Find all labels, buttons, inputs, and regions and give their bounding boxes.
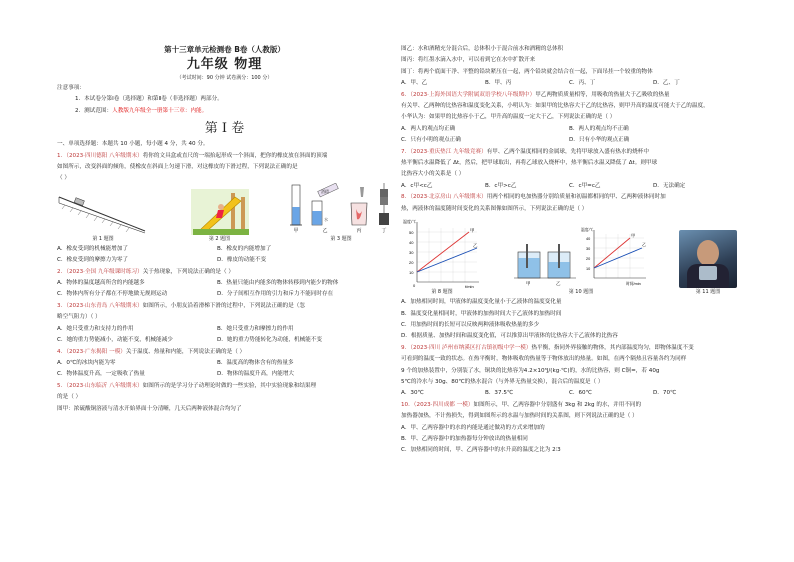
graph10-xlabel: 时间/min — [626, 282, 641, 287]
container-yi: 乙 — [556, 281, 561, 287]
q5-options — [401, 78, 737, 89]
graph8-y10: 10 — [409, 270, 414, 276]
water-temp-graph — [580, 226, 648, 288]
q1-option-c: C．橡皮受到的摩擦力为零了 — [57, 257, 129, 264]
q10-option-a: A．甲、乙两容器中的水的内能是通过做功的方式来增加的 — [401, 424, 545, 431]
figure-8-caption: 第 8 题图 — [431, 289, 453, 296]
graph8-y50: 50 — [409, 230, 414, 236]
q5-option-b: B．甲、丙 — [485, 80, 512, 87]
q3-options-row1 — [57, 324, 392, 335]
figure-3 — [290, 183, 392, 243]
figure-10-caption: 第 10 题图 — [568, 289, 594, 296]
figure-3-ding — [376, 183, 392, 235]
graph10-ylabel: 温度/℃ — [581, 228, 594, 233]
graph8-origin: 0 — [413, 283, 416, 289]
q8-option-d: D．根据质量、加热时间和温度变化值，可以推算出甲液体的比热容大于乙液体的比热容 — [401, 333, 618, 340]
q4-options-row2 — [57, 369, 392, 380]
q8-line1 — [401, 192, 737, 203]
q1-text: 将你的文具盒或直尺的一端抬起形成一个斜面，把你的橡皮放在斜面的顶端 — [142, 152, 328, 159]
yi-label: 乙 — [322, 227, 328, 234]
incline-diagram — [57, 193, 149, 235]
q9-option-c: C．60℃ — [569, 390, 592, 397]
q5-option-c: C．丙、丁 — [569, 80, 596, 87]
graph8-y30: 30 — [409, 250, 414, 256]
q7-option-c: C．c甲=c乙 — [569, 182, 601, 189]
q3-options-row2 — [57, 335, 392, 346]
q9-line3: 9 个的加热装置中，分别装了水，铜块的比热容为4.2×10³J/(kg·℃)的，水的比热容，则 C铜=，若 40g — [401, 367, 660, 374]
q6-options-row2 — [401, 135, 737, 146]
q3-source: 3．（2023·山东青岛 八年级期末） — [57, 302, 143, 309]
q6-line2: 有关甲、乙两种的比热容和温度变化关系，小明认为：如果甲的比热容大于乙的比热容，则甲升高的温度可能大于乙的温度， — [401, 103, 709, 110]
q9-option-d: D．70℃ — [653, 390, 677, 397]
q7-option-a: A．c甲<c乙 — [401, 182, 433, 189]
left-column — [57, 44, 392, 415]
figure-1-caption: 第 1 题图 — [92, 235, 114, 242]
q5-text: 如图所示的是学习分子动理论时做的一些实验，其中实验现象和结果理 — [142, 382, 317, 389]
section-heading: 一、单项选择题：本题共 10 小题，每小题 4 分，共 40 分。 — [57, 141, 209, 148]
q10-source: 10．（2023·四川成都 一模） — [401, 401, 474, 408]
q9-option-b: B．37.5℃ — [485, 390, 514, 397]
graph10-yi: 乙 — [642, 242, 647, 248]
figure-3-jia — [290, 183, 302, 235]
bing-label: 丙 — [356, 227, 362, 234]
figure-3-bing — [348, 183, 370, 235]
q9-options — [401, 388, 737, 399]
q2-options-row2 — [57, 289, 392, 300]
heating-containers — [514, 238, 576, 288]
figure-11-caption: 第 11 题图 — [695, 289, 721, 296]
figure-row-1 — [57, 187, 392, 243]
note-1: 1．本试卷分第Ⅰ卷（选择题）和第Ⅱ卷（非选择题）两部分。 — [75, 96, 223, 103]
figure-10-panels — [514, 226, 648, 288]
jia-label: 甲 — [293, 227, 299, 234]
q2-options-row1 — [57, 278, 392, 289]
q4-source: 4．（2023·广东揭阳 一模） — [57, 348, 126, 355]
beaker-jia-icon — [290, 183, 302, 227]
q10-line2: 加热器加热，不计热损失，得到如图所示的水温与加热时间的关系图，则下列说法正确的是（ ） — [401, 413, 638, 420]
q1-options-row2 — [57, 255, 392, 266]
q3-line1 — [57, 301, 392, 312]
q9-line4: 5℃的冷水与 30g、80℃的热水混合（与外界无热量交换），混合后的温度是（ ） — [401, 378, 604, 385]
graph8-y20: 20 — [409, 260, 414, 266]
pour-alcohol-icon — [308, 183, 342, 227]
volume-heading: 第 Ⅰ 卷 — [204, 121, 245, 137]
q10-line1 — [401, 400, 737, 411]
figure-3-yi — [308, 183, 342, 235]
q9-text: 热平衡，指同外界接触的物体，其内部温度均匀，即物体温度不变 — [531, 344, 694, 351]
q8-source: 8．（2023·北京房山 八年级期末） — [401, 194, 487, 201]
q10-option-c: C．加热相同的时间，甲、乙两容器中的水升高的温度之比为 2∶3 — [401, 447, 561, 454]
figure-row-2 — [401, 216, 737, 296]
q5-option-a: A．甲、乙 — [401, 80, 428, 87]
q3-option-c: C．她的重力势能减小，动能不变，机械能减少 — [57, 337, 173, 344]
q2-option-d: D．分子间相互作用的引力和斥力不能同时存在 — [217, 291, 334, 298]
q8-option-c: C．用加热时间的长短可以反映两种液体吸收热量的多少 — [401, 321, 540, 328]
graph8-yi: 乙 — [473, 243, 478, 249]
q8-option-a: A．加热相同时间，甲液体的温度变化量小于乙液体的温度变化量 — [401, 299, 562, 306]
q4-stem — [57, 347, 392, 358]
q2-option-b: B．热量只能由内能多的物体转移到内能少的物体 — [217, 280, 339, 287]
photo-cups — [699, 266, 717, 280]
q2-source: 2．（2023·全国 九年级课时练习） — [57, 268, 143, 275]
graph10-jia: 甲 — [631, 233, 636, 239]
lead-blocks-icon — [376, 183, 392, 227]
q1-options-row1 — [57, 244, 392, 255]
q3-option-b: B．她只受重力和摩擦力的作用 — [217, 325, 294, 332]
q6-option-d: D．只有小华的观点正确 — [569, 137, 630, 144]
graph10-t10: 10 — [586, 267, 591, 272]
q3-option-d: D．她的重力势能转化为动能，机械能不变 — [217, 337, 322, 344]
q1-line3: （ ） — [57, 175, 70, 182]
q1-option-d: D．橡皮的动能不变 — [217, 257, 267, 264]
q6-option-c: C．只有小明的观点正确 — [401, 137, 461, 144]
figure-3-caption: 第 3 题图 — [330, 235, 352, 242]
q7-source: 7．（2023·重庆垫江 九年级竞赛） — [401, 148, 487, 155]
figure-2 — [191, 189, 249, 243]
q5-source: 5．（2023·山东临沂 八年级期末） — [57, 382, 143, 389]
q9-line1 — [401, 343, 737, 354]
q2-stem — [57, 267, 392, 278]
q6-line3: 小华认为：如果甲的比热容小于乙，甲升高的温度一定大于乙，下列说法正确的是（ ） — [401, 114, 616, 121]
q2-option-a: A．物体的温度越高所含的内能越多 — [57, 280, 145, 287]
temperature-time-graph — [401, 218, 483, 288]
q7-line1 — [401, 147, 737, 158]
q5-item-ding: 图丁：将两个底面干净、平整的铅块紧压在一起，两个铅块就会结合在一起，下面吊挂一个较重的物体 — [401, 68, 653, 75]
q7-line2: 热平衡后水温降低了 Δt，然后，把甲球取出，再将乙球放入烧杯中，热平衡后水温又降低了 Δt。则甲球 — [401, 160, 658, 167]
q7-options — [401, 181, 737, 192]
q2-text: 关于热现象，下列说法正确的是（ ） — [142, 268, 234, 275]
graph8-xlabel: t/min — [465, 284, 474, 289]
q4-option-b: B．温度高的物体含有的热量多 — [217, 359, 294, 366]
q7-option-d: D．无法确定 — [653, 182, 686, 189]
grade-subject: 九年级 物理 — [186, 57, 263, 72]
q4-options-row1 — [57, 358, 392, 369]
figure-2-caption: 第 2 题图 — [208, 235, 231, 242]
q8-option-b: B．温度变化量相同时，甲液体的加热时间大于乙液体的加热时间 — [401, 310, 562, 317]
graph8-ylabel: 温度/℃ — [403, 219, 417, 225]
q6-option-b: B．两人的观点均不正确 — [569, 125, 629, 132]
q1-source: 1．（2023·四川德阳 八年级期末） — [57, 152, 143, 159]
q6-line1 — [401, 90, 737, 101]
note-2 — [57, 106, 392, 117]
q9-option-a: A．30℃ — [401, 390, 424, 397]
alcohol-label: 酒精 — [321, 188, 329, 194]
note-2-prefix: 2．测试范围： — [75, 107, 113, 114]
graph10-t30: 30 — [586, 247, 591, 252]
q7-option-b: B．c甲>c乙 — [485, 182, 517, 189]
figure-1 — [57, 193, 149, 243]
graph10-t20: 20 — [586, 257, 591, 262]
q6-option-a: A．两人的观点均正确 — [401, 125, 456, 132]
q7-text: 有甲、乙两个温度相同的金属球，先将甲球放入盛有热水的烧杯中 — [486, 148, 649, 155]
notes-heading: 注意事项： — [57, 85, 85, 91]
note-2-scope: 人教版九年级全一册第十三章：内能。 — [112, 107, 208, 114]
q8-text: 用两个相同的电加热器分别给质量和初温都相同的甲、乙两种液体同时加 — [486, 194, 666, 201]
q5-line1 — [57, 381, 392, 392]
photo-face — [697, 240, 719, 266]
q9-line2: 可看到的温度一致的状态。在热平衡时，物体吸收的热量等于物体放出的热量。如图，在两个隔热且容量各约为同样 — [401, 356, 687, 363]
graph10-t40: 40 — [586, 237, 591, 242]
q3-text: 如图所示，小朋友沿着滑梯下滑的过程中，下列说法正确的是（忽 — [142, 302, 305, 309]
q6-options-row1 — [401, 124, 737, 135]
water-label: 水 — [324, 216, 328, 222]
slide-illustration — [191, 189, 249, 235]
q4-text: 关于温度、热量和内能，下列说法正确的是（ ） — [125, 348, 246, 355]
q10-option-b: B．甲、乙两容器中的加热器每分钟放出的热量相同 — [401, 435, 528, 442]
q1-option-a: A．橡皮受到的机械能增加了 — [57, 245, 128, 252]
ink-drop-icon — [348, 183, 370, 227]
q5-item-bing: 图丙：将红墨水滴入水中，可以看到它在水中扩散开来 — [401, 57, 536, 64]
q6-source: 6．（2023·上海外国语大学附属双语学校八年级期中） — [401, 91, 536, 98]
q2-option-c: C．物体内所有分子都在不停地做无规则运动 — [57, 291, 168, 298]
right-column — [401, 44, 737, 457]
q5-item-yi: 图乙：水和酒精充分混合后，总体积小于混合前水和酒精的总体积 — [401, 46, 564, 52]
exam-meta: （考试时间：90 分钟 试卷满分：100 分） — [176, 75, 273, 81]
q6-text: 甲乙两物质质量相等，用吸收的热量大于乙吸收的热量 — [535, 91, 670, 98]
figure-11 — [679, 230, 737, 296]
q5-option-d: D．乙、丁 — [653, 80, 680, 87]
ding-label: 丁 — [381, 227, 387, 234]
container-jia: 甲 — [526, 281, 531, 287]
q1-option-b: B．橡皮的内能增加了 — [217, 245, 272, 252]
experiment-photo — [679, 230, 737, 288]
q5-item-jia: 图甲：浓硫酸铜溶液与清水开始界面十分清晰，几天后两种液体混合均匀了 — [57, 405, 242, 412]
q5-line2: 的是（ ） — [57, 394, 82, 401]
q4-option-c: C．物体温度升高，一定吸收了热量 — [57, 371, 145, 378]
q4-option-a: A．0℃的冰块内能为零 — [57, 359, 116, 366]
q3-line2: 略空气阻力）（ ） — [57, 314, 101, 321]
figure-8 — [401, 218, 483, 296]
figure-10 — [514, 226, 648, 296]
q1-line2: 如图所示，改变斜面的倾角，使橡皮在斜面上匀速下滑，对这橡皮的下滑过程，下列说法正确的是 — [57, 164, 298, 171]
q3-option-a: A．她只受重力和支持力的作用 — [57, 325, 134, 332]
q7-line3: 比热容大小的关系是（ ） — [401, 171, 465, 178]
exam-title: 第十三章单元检测卷 B卷（人教版） — [164, 45, 285, 54]
graph8-jia: 甲 — [470, 228, 475, 234]
q10-text: 如图所示，甲、乙两容器中分别盛有 3kg 和 2kg 的水，并用不同的 — [473, 401, 642, 408]
q9-source: 9．（2023·四川 泸州市纳溪区打古镇初级中学一模） — [401, 344, 532, 351]
graph8-y40: 40 — [409, 240, 414, 246]
figure-3-panels — [290, 183, 392, 235]
q4-option-d: D．物体的温度升高，内能增大 — [217, 371, 295, 378]
q1-line1 — [57, 151, 392, 162]
q8-line2: 热，两液体的温度随时间变化的关系图像如图所示，下列说法正确的是（ ） — [401, 205, 588, 212]
